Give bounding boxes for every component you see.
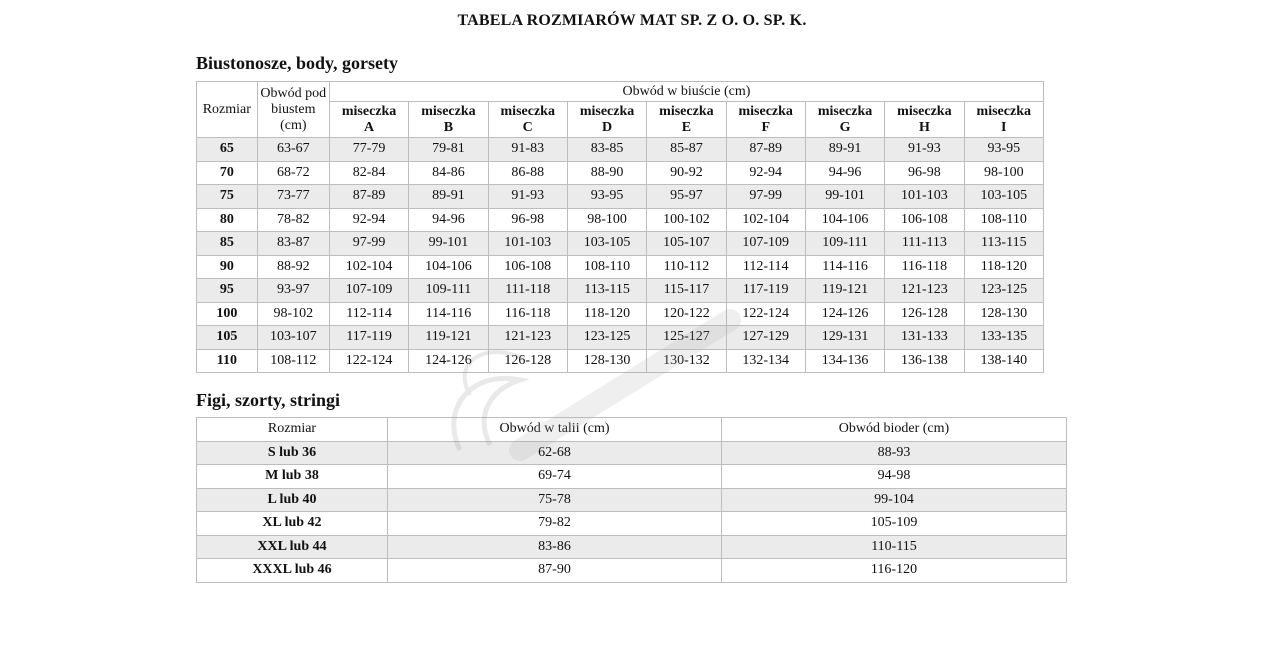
table-row [197,138,1044,162]
bust-cell: 122-124 [726,302,805,326]
waist-cell: 69-74 [388,465,722,489]
bust-cell: 136-138 [885,349,964,373]
cup-letter: H [918,119,930,135]
bust-cell: 85-87 [647,138,726,162]
bust-cell: 89-91 [409,185,488,209]
size-cell: S lub 36 [197,441,388,465]
size-cell: 90 [197,255,258,279]
table-row [197,232,1044,256]
bust-cell: 98-100 [964,161,1043,185]
table-row [197,559,1067,583]
bust-cell: 113-115 [567,279,646,303]
bust-cell: 106-108 [885,208,964,232]
header-bust: Obwód w biuście (cm) [329,82,1043,102]
bust-cell: 109-111 [409,279,488,303]
under-bust-cell: 68-72 [257,161,329,185]
bust-cell: 118-120 [964,255,1043,279]
header-cup-c [488,102,567,138]
size-cell: XXXL lub 46 [197,559,388,583]
bust-cell: 119-121 [805,279,884,303]
size-cell: 75 [197,185,258,209]
bust-cell: 122-124 [329,349,408,373]
hips-cell: 94-98 [722,465,1067,489]
bust-cell: 94-96 [805,161,884,185]
header-cup-a [329,102,408,138]
under-bust-cell: 98-102 [257,302,329,326]
bust-cell: 106-108 [488,255,567,279]
bust-cell: 116-118 [885,255,964,279]
size-cell: 110 [197,349,258,373]
header-cup-f [726,102,805,138]
cup-letter: F [761,119,770,135]
bust-cell: 123-125 [567,326,646,350]
under-bust-cell: 63-67 [257,138,329,162]
size-cell: 100 [197,302,258,326]
under-bust-cell: 78-82 [257,208,329,232]
table-row [197,465,1067,489]
bust-cell: 94-96 [409,208,488,232]
cup-word: miseczka [738,103,793,119]
bust-cell: 98-100 [567,208,646,232]
bust-cell: 130-132 [647,349,726,373]
table-row [197,512,1067,536]
cup-word: miseczka [500,103,555,119]
bust-cell: 115-117 [647,279,726,303]
cup-letter: B [443,119,454,135]
bust-cell: 97-99 [329,232,408,256]
header-cup-g [805,102,884,138]
cup-letter: C [522,119,533,135]
size-cell: 95 [197,279,258,303]
under-bust-cell: 108-112 [257,349,329,373]
header-cup-e [647,102,726,138]
bust-cell: 117-119 [329,326,408,350]
header-cup-d [567,102,646,138]
bust-cell: 99-101 [409,232,488,256]
bras-section-title: Biustonosze, body, gorsety [196,53,399,73]
bust-cell: 109-111 [805,232,884,256]
bust-cell: 86-88 [488,161,567,185]
hips-cell: 110-115 [722,535,1067,559]
header-cup-i [964,102,1043,138]
cup-letter: D [602,119,613,135]
bust-cell: 111-113 [885,232,964,256]
bust-cell: 112-114 [329,302,408,326]
under-bust-cell: 83-87 [257,232,329,256]
bust-cell: 131-133 [885,326,964,350]
bust-cell: 91-93 [488,185,567,209]
waist-cell: 87-90 [388,559,722,583]
size-cell: 80 [197,208,258,232]
bust-cell: 112-114 [726,255,805,279]
bust-cell: 107-109 [726,232,805,256]
bust-cell: 128-130 [567,349,646,373]
waist-cell: 79-82 [388,512,722,536]
bust-cell: 125-127 [647,326,726,350]
waist-cell: 62-68 [388,441,722,465]
bust-cell: 121-123 [488,326,567,350]
bust-cell: 103-105 [964,185,1043,209]
cup-word: miseczka [897,103,952,119]
bust-cell: 95-97 [647,185,726,209]
bust-cell: 104-106 [409,255,488,279]
cup-word: miseczka [579,103,635,119]
bust-cell: 103-105 [567,232,646,256]
hips-cell: 105-109 [722,512,1067,536]
under-bust-cell: 103-107 [257,326,329,350]
bust-cell: 138-140 [964,349,1043,373]
bust-cell: 90-92 [647,161,726,185]
bust-cell: 100-102 [647,208,726,232]
header-cup-b [409,102,488,138]
bust-cell: 101-103 [488,232,567,256]
briefs-header-hips: Obwód bioder (cm) [722,418,1067,442]
bust-cell: 82-84 [329,161,408,185]
size-cell: XL lub 42 [197,512,388,536]
bust-cell: 79-81 [409,138,488,162]
size-cell: XXL lub 44 [197,535,388,559]
bust-cell: 93-95 [964,138,1043,162]
briefs-header-waist: Obwód w talii (cm) [388,418,722,442]
header-under-bust-line: (cm) [280,117,307,133]
bust-cell: 126-128 [885,302,964,326]
bust-cell: 126-128 [488,349,567,373]
bust-cell: 134-136 [805,349,884,373]
table-row [197,326,1044,350]
hips-cell: 116-120 [722,559,1067,583]
bust-cell: 121-123 [885,279,964,303]
briefs-section-title: Figi, szorty, stringi [196,390,340,410]
bust-cell: 101-103 [885,185,964,209]
bust-cell: 87-89 [726,138,805,162]
cup-word: miseczka [421,103,476,119]
table-row [197,488,1067,512]
header-under-bust-line: biustem [271,101,316,117]
bust-cell: 111-118 [488,279,567,303]
bust-cell: 124-126 [409,349,488,373]
bust-cell: 116-118 [488,302,567,326]
cup-letter: G [839,119,851,135]
bust-cell: 91-83 [488,138,567,162]
bust-cell: 107-109 [329,279,408,303]
bust-cell: 120-122 [647,302,726,326]
cup-letter: E [681,119,692,135]
size-cell: 65 [197,138,258,162]
waist-cell: 83-86 [388,535,722,559]
bust-cell: 108-110 [964,208,1043,232]
hips-cell: 88-93 [722,441,1067,465]
bust-cell: 83-85 [567,138,646,162]
bust-cell: 97-99 [726,185,805,209]
table-row [197,349,1044,373]
table-row [197,161,1044,185]
bust-cell: 93-95 [567,185,646,209]
size-cell: 85 [197,232,258,256]
bust-cell: 96-98 [885,161,964,185]
size-cell: L lub 40 [197,488,388,512]
bust-cell: 96-98 [488,208,567,232]
bust-cell: 91-93 [885,138,964,162]
cup-word: miseczka [817,103,873,119]
bust-cell: 102-104 [726,208,805,232]
table-row [197,279,1044,303]
bust-cell: 114-116 [409,302,488,326]
under-bust-cell: 73-77 [257,185,329,209]
under-bust-cell: 88-92 [257,255,329,279]
bust-cell: 92-94 [726,161,805,185]
size-cell: 105 [197,326,258,350]
bust-cell: 110-112 [647,255,726,279]
bust-cell: 105-107 [647,232,726,256]
bust-cell: 102-104 [329,255,408,279]
bust-cell: 77-79 [329,138,408,162]
hips-cell: 99-104 [722,488,1067,512]
bust-cell: 124-126 [805,302,884,326]
size-cell: 70 [197,161,258,185]
cup-letter: I [1001,119,1007,135]
table-row [197,208,1044,232]
bust-cell: 129-131 [805,326,884,350]
bra-size-table [196,81,1044,373]
bust-cell: 114-116 [805,255,884,279]
bust-cell: 119-121 [409,326,488,350]
page-title: TABELA ROZMIARÓW MAT SP. Z O. O. SP. K. [457,12,807,29]
bust-cell: 128-130 [964,302,1043,326]
table-row [197,535,1067,559]
bust-cell: 133-135 [964,326,1043,350]
waist-cell: 75-78 [388,488,722,512]
cup-letter: A [364,119,375,135]
bust-cell: 87-89 [329,185,408,209]
table-row [197,255,1044,279]
bust-cell: 84-86 [409,161,488,185]
header-cup-h [885,102,964,138]
bust-cell: 104-106 [805,208,884,232]
header-under-bust-line: Obwód pod [260,85,327,101]
bust-cell: 92-94 [329,208,408,232]
table-row [197,302,1044,326]
cup-word: miseczka [976,103,1031,119]
cup-word: miseczka [659,103,714,119]
header-under-bust [257,82,329,138]
header-size: Rozmiar [197,82,258,138]
table-row [197,441,1067,465]
bust-cell: 117-119 [726,279,805,303]
bust-cell: 132-134 [726,349,805,373]
cup-word: miseczka [341,103,397,119]
bust-cell: 88-90 [567,161,646,185]
briefs-size-table [196,417,1067,583]
table-row [197,185,1044,209]
bust-cell: 118-120 [567,302,646,326]
bust-cell: 127-129 [726,326,805,350]
under-bust-cell: 93-97 [257,279,329,303]
bust-cell: 123-125 [964,279,1043,303]
briefs-header-size: Rozmiar [197,418,388,442]
bust-cell: 99-101 [805,185,884,209]
bust-cell: 89-91 [805,138,884,162]
size-cell: M lub 38 [197,465,388,489]
bust-cell: 113-115 [964,232,1043,256]
bust-cell: 108-110 [567,255,646,279]
